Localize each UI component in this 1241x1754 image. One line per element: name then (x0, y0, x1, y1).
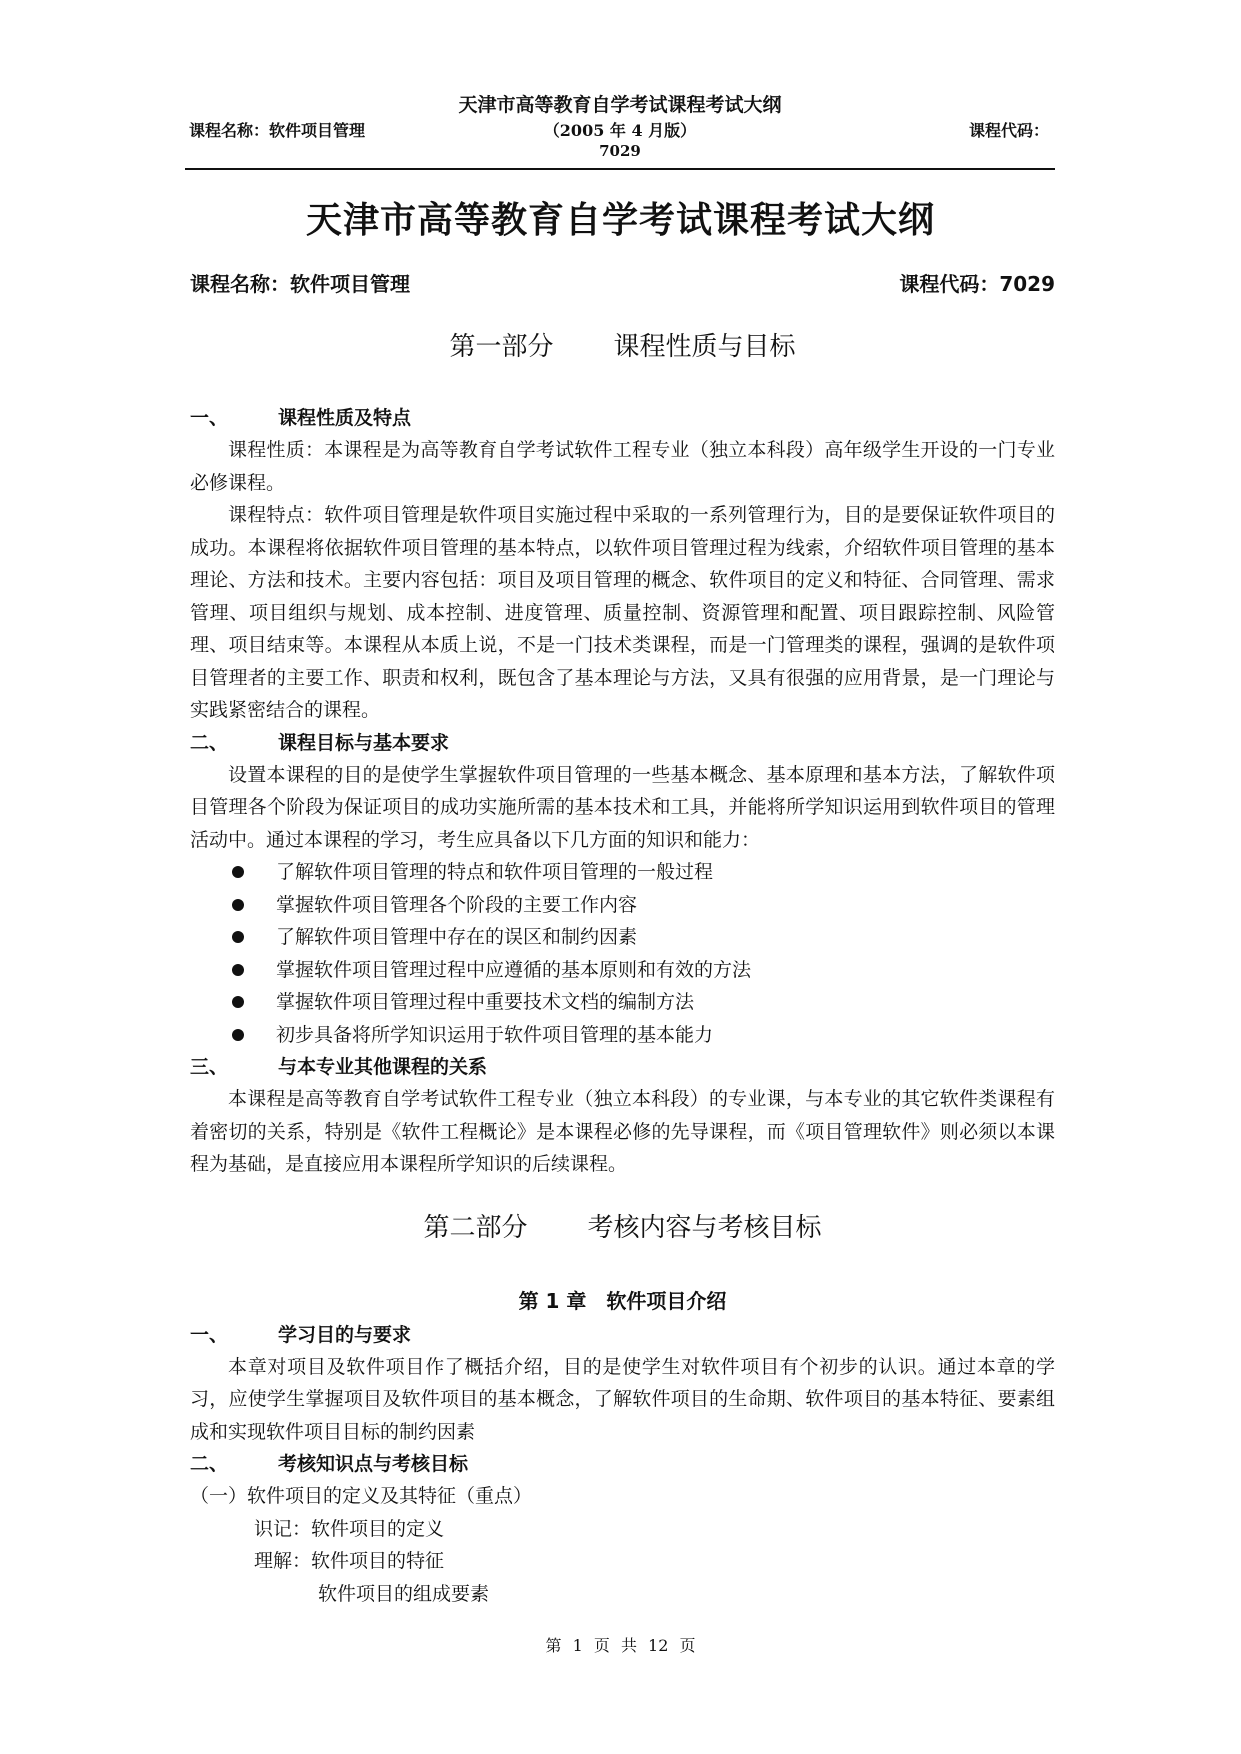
header-code-value: 7029 (599, 142, 641, 160)
course-name: 课程名称：软件项目管理 (190, 272, 410, 296)
section-title: 课程目标与基本要求 (278, 731, 450, 754)
part1-title-a: 第一部分 (449, 332, 554, 362)
section-number: 二、 (190, 1453, 229, 1475)
list-item-text: 了解软件项目管理中存在的误区和制约因素 (276, 926, 638, 948)
part2-title-a: 第二部分 (423, 1212, 528, 1243)
section-heading (190, 1319, 1055, 1351)
main-title: 天津市高等教育自学考试课程考试大纲 (305, 200, 935, 241)
bullet-icon (232, 866, 244, 878)
paragraph: 课程特点：软件项目管理是软件项目实施过程中采取的一系列管理行为，目的是要保证软件项目的成功。本课程将依据软件项目管理的基本特点，以软件项目管理过程为线索，介绍软件项目管理的基本理论、方法和技术。主要内容包括：项目及项目管理的概念、软件项目的定义和特征、合同管理、需求管理、项目组织与规划、成本控制、进度管理、质量控制、资源管理和配置、项目跟踪控制、风险管理、项目结束等。本课程从本质上说，不是一门技术类课程，而是一门管理类的课程，强调的是软件项目管理者的主要工作、职责和权利，既包含了基本理论与方法，又具有很强的应用背景，是一门理论与实践紧密结合的课程。 (190, 504, 1055, 721)
list-item (190, 856, 1055, 889)
bullet-list (190, 856, 1055, 1051)
paragraph: 本章对项目及软件项目作了概括介绍，目的是使学生对软件项目有个初步的认识。通过本章的学习，应使学生掌握项目及软件项目的基本概念，了解软件项目的生命期、软件项目的基本特征、要素组成和实现软件项目目标的制约因素 (190, 1355, 1055, 1443)
list-item-text: 掌握软件项目管理各个阶段的主要工作内容 (276, 893, 638, 916)
list-item-text: 掌握软件项目管理过程中应遵循的基本原则和有效的方法 (276, 958, 752, 981)
list-item (190, 921, 1055, 954)
paragraph: 课程性质：本课程是为高等教育自学考试软件工程专业（独立本科段）高年级学生开设的一门专业必修课程。 (190, 439, 1055, 494)
content (190, 320, 1055, 1610)
header-course-code-label: 课程代码： (968, 121, 1049, 140)
running-header (185, 88, 1055, 170)
section-heading (190, 727, 1055, 759)
header-course-name: 课程名称：软件项目管理 (189, 121, 366, 140)
page-footer: 第 1 页 共 12 页 (545, 1636, 696, 1655)
section-title: 课程性质及特点 (278, 407, 412, 429)
paragraph: 本课程是高等教育自学考试软件工程专业（独立本科段）的专业课，与本专业的其它软件类课程有着密切的关系，特别是《软件工程概论》是本课程必修的先导课程，而《项目管理软件》则必须以本课程为基础，是直接应用本课程所学知识的后续课程。 (190, 1088, 1055, 1175)
list-item (190, 1019, 1055, 1052)
section-number: 二、 (190, 731, 229, 754)
course-info (190, 268, 1055, 297)
section-heading (190, 1448, 1055, 1480)
bullet-icon (232, 899, 244, 911)
bullet-icon (232, 964, 244, 976)
list-item (190, 954, 1055, 987)
bullet-icon (232, 996, 244, 1008)
knowledge-detail: 识记：软件项目的定义 (254, 1517, 445, 1540)
list-item (190, 986, 1055, 1019)
knowledge-point: （一）软件项目的定义及其特征（重点） (190, 1485, 533, 1507)
list-item-text: 掌握软件项目管理过程中重要技术文档的编制方法 (276, 991, 695, 1013)
paragraph: 设置本课程的目的是使学生掌握软件项目管理的一些基本概念、基本原理和基本方法，了解软件项目管理各个阶段为保证项目的成功实施所需的基本技术和工具，并能将所学知识运用到软件项目的管理活动中。通过本课程的学习，考生应具备以下几方面的知识和能力： (190, 763, 1055, 851)
section-title: 考核知识点与考核目标 (278, 1453, 469, 1475)
list-item-text: 初步具备将所学知识运用于软件项目管理的基本能力 (276, 1023, 714, 1046)
section-number: 一、 (190, 1323, 229, 1346)
bullet-icon (232, 1029, 244, 1041)
part2-title-b: 考核内容与考核目标 (587, 1212, 822, 1243)
bullet-icon (232, 931, 244, 943)
section-number: 三、 (190, 1056, 229, 1078)
knowledge-detail: 软件项目的组成要素 (318, 1582, 490, 1605)
list-item (190, 889, 1055, 922)
part1-title (190, 330, 1055, 364)
section-heading (190, 1051, 1055, 1083)
knowledge-detail: 理解：软件项目的特征 (254, 1550, 445, 1572)
list-item-text: 了解软件项目管理的特点和软件项目管理的一般过程 (276, 861, 714, 883)
chapter-title: 第 1 章 软件项目介绍 (518, 1288, 727, 1313)
part1-title-b: 课程性质与目标 (613, 332, 796, 362)
section-title: 学习目的与要求 (278, 1323, 412, 1346)
section-heading (190, 402, 1055, 434)
header-title: 天津市高等教育自学考试课程考试大纲 (458, 94, 782, 116)
header-edition: （2005 年 4 月版） (543, 121, 697, 140)
section-title: 与本专业其他课程的关系 (278, 1056, 488, 1078)
section-number: 一、 (190, 407, 229, 429)
course-code: 课程代码：7029 (899, 272, 1055, 296)
part2-title (190, 1211, 1055, 1245)
